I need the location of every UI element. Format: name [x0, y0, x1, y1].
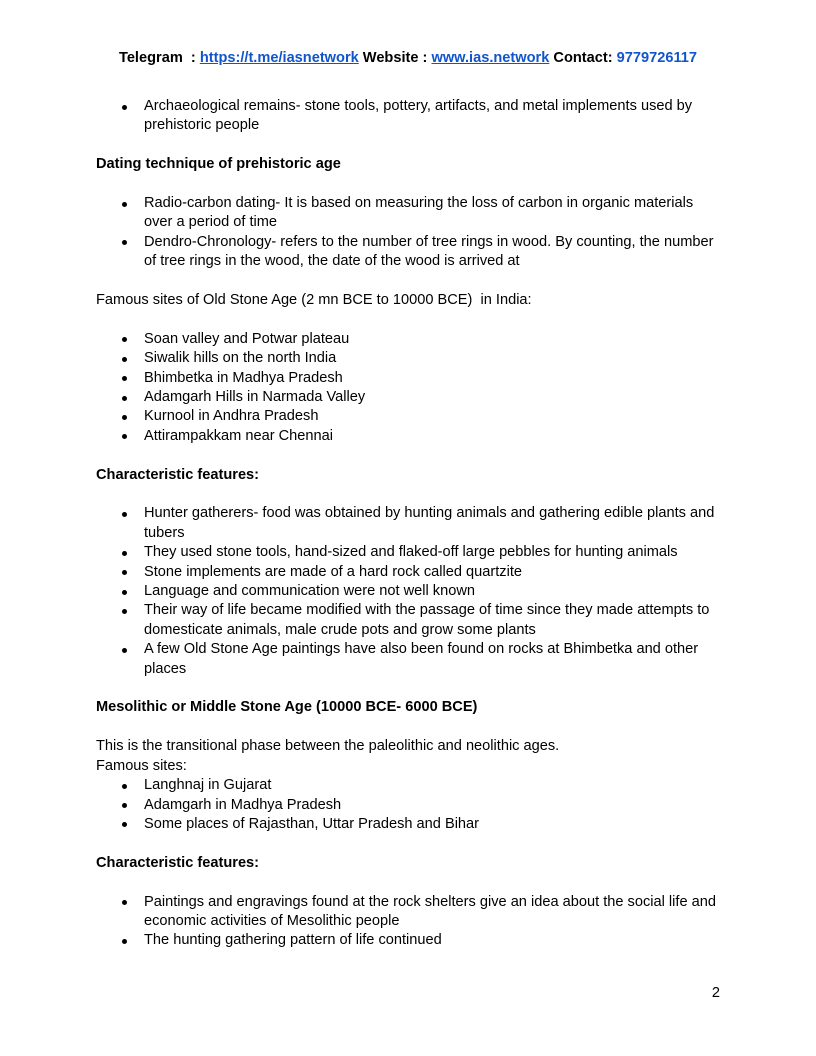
bullet-item: Bhimbetka in Madhya Pradesh: [96, 369, 720, 388]
paragraph-line: Famous sites of Old Stone Age (2 mn BCE to 10000 BCE) in India:: [96, 292, 532, 309]
bullet-item: Adamgarh Hills in Narmada Valley: [96, 388, 720, 407]
telegram-label: Telegram :: [118, 50, 200, 66]
document-header: [96, 49, 720, 68]
section-heading: Characteristic features:: [96, 466, 260, 483]
paragraph-line: Famous sites:: [96, 757, 187, 774]
bullet-item: Siwalik hills on the north India: [96, 349, 720, 368]
website-label: Website :: [358, 50, 432, 66]
bullet-item: Langhnaj in Gujarat: [96, 776, 720, 795]
bullet-list: [96, 776, 720, 834]
contact-label: Contact:: [549, 50, 617, 66]
bullet-list: [96, 97, 720, 136]
bullet-list: [96, 504, 720, 679]
section-heading: Characteristic features:: [96, 854, 260, 871]
paragraph-line: This is the transitional phase between the paleolithic and neolithic ages.: [96, 738, 560, 755]
paragraph: [96, 737, 720, 776]
bullet-item: Attirampakkam near Chennai: [96, 427, 720, 446]
bullet-item: Adamgarh in Madhya Pradesh: [96, 796, 720, 815]
bullet-item: Hunter gatherers- food was obtained by hunting animals and gathering edible plants and tubers: [96, 504, 720, 543]
bullet-item: Some places of Rajasthan, Uttar Pradesh and Bihar: [96, 815, 720, 834]
section-heading: Dating technique of prehistoric age: [96, 156, 341, 173]
bullet-item: Soan valley and Potwar plateau: [96, 330, 720, 349]
bullet-item: Stone implements are made of a hard rock called quartzite: [96, 563, 720, 582]
bullet-item: Dendro-Chronology- refers to the number of tree rings in wood. By counting, the number of tree rings in the wood, the date of the wood is arrived at: [96, 233, 720, 272]
bullet-item: Kurnool in Andhra Pradesh: [96, 407, 720, 426]
bullet-item: A few Old Stone Age paintings have also been found on rocks at Bhimbetka and other places: [96, 640, 720, 679]
bullet-item: Their way of life became modified with the passage of time since they made attempts to domesticate animals, male crude pots and grow some plants: [96, 601, 720, 640]
bullet-list: [96, 893, 720, 951]
bullet-list: [96, 330, 720, 446]
website-link[interactable]: www.ias.network: [431, 50, 550, 66]
bullet-item: Paintings and engravings found at the rock shelters give an idea about the social life and economic activities of Mesolithic people: [96, 893, 720, 932]
section-heading: Mesolithic or Middle Stone Age (10000 BCE- 6000 BCE): [96, 699, 478, 716]
document-content: [96, 97, 720, 951]
page-number: 2: [711, 985, 720, 1001]
bullet-item: The hunting gathering pattern of life continued: [96, 931, 720, 950]
bullet-item: Archaeological remains- stone tools, pottery, artifacts, and metal implements used by prehistoric people: [96, 97, 720, 136]
bullet-item: They used stone tools, hand-sized and flaked-off large pebbles for hunting animals: [96, 543, 720, 562]
bullet-item: Radio-carbon dating- It is based on measuring the loss of carbon in organic materials over a period of time: [96, 194, 720, 233]
bullet-list: [96, 194, 720, 272]
contact-number: 9779726117: [616, 50, 697, 66]
paragraph: [96, 291, 720, 310]
bullet-item: Language and communication were not well known: [96, 582, 720, 601]
telegram-link[interactable]: https://t.me/iasnetwork: [199, 50, 359, 66]
